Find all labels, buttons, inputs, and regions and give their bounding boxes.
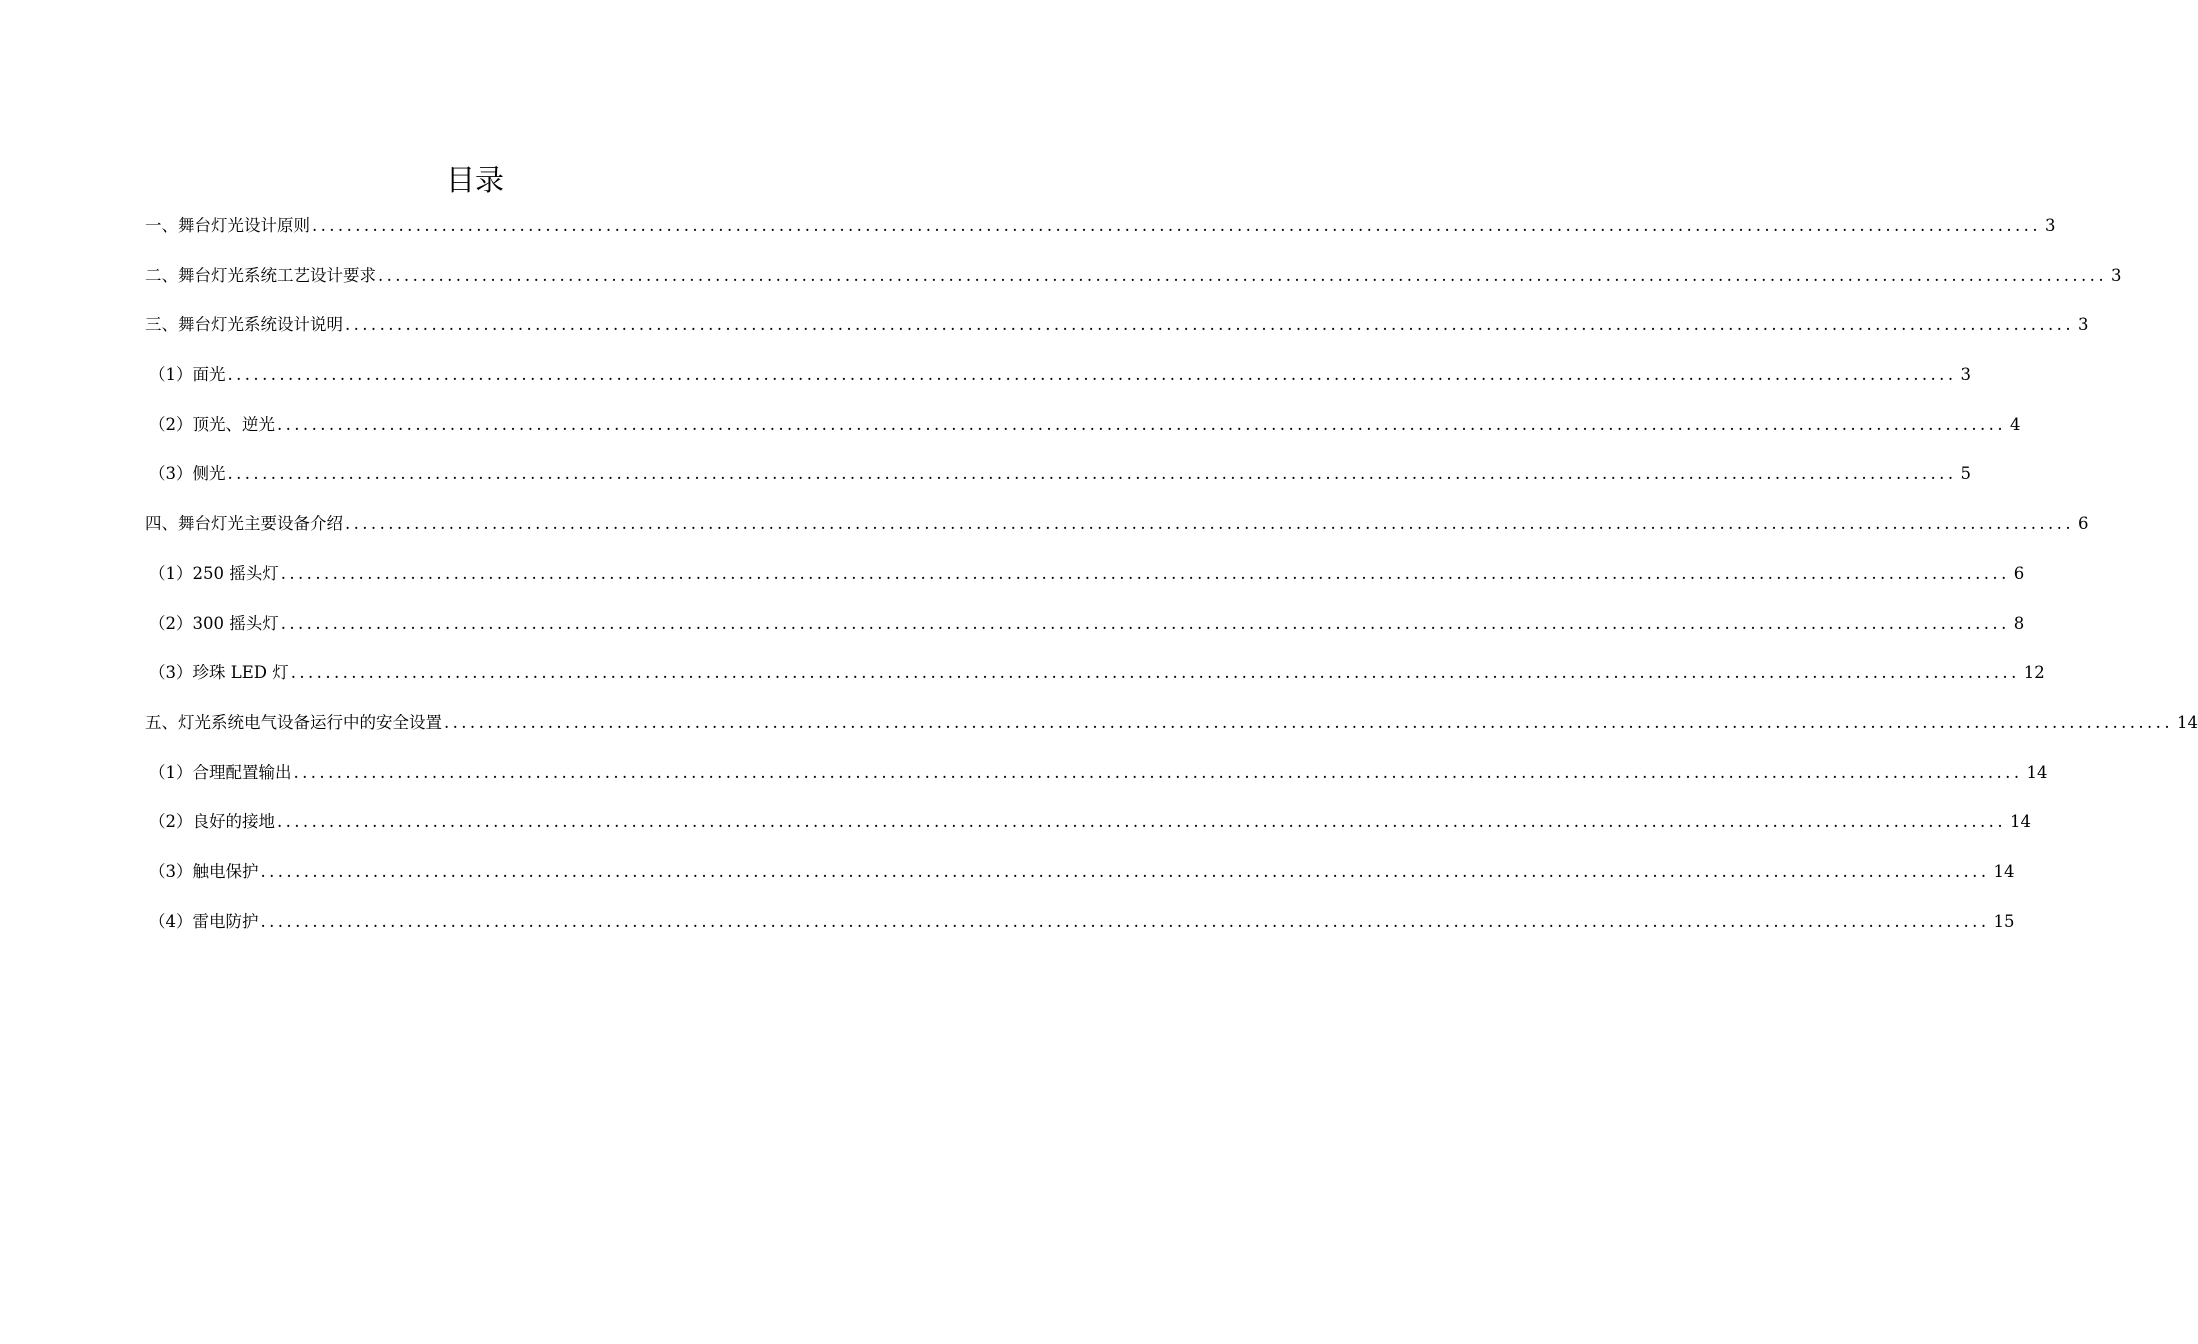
toc-entry-page: 8 bbox=[2013, 613, 2025, 633]
toc-entry-text: 珍珠 LED 灯 bbox=[192, 663, 289, 683]
toc-entry-text: 触电保护 bbox=[192, 861, 259, 881]
toc-entry[interactable] bbox=[145, 306, 2089, 356]
toc-entry[interactable] bbox=[145, 654, 2045, 704]
toc-entry[interactable] bbox=[145, 853, 2015, 903]
toc-entry[interactable] bbox=[145, 704, 2198, 754]
toc-entry-page: 3 bbox=[2110, 265, 2122, 285]
toc-entry-number: 二、 bbox=[145, 265, 178, 285]
toc-leader-dots: ........................................................................................................................................................................................................ bbox=[378, 265, 2107, 285]
toc-entry-page: 3 bbox=[1960, 365, 1971, 385]
toc-entry-page: 14 bbox=[2009, 812, 2031, 832]
toc-entry-number: （1） bbox=[149, 563, 193, 583]
toc-leader-dots: ........................................................................................................................................................................................................ bbox=[345, 514, 2074, 534]
toc-title: 目录 bbox=[445, 163, 504, 197]
toc-entry-page: 15 bbox=[1993, 911, 2015, 931]
toc-entry-text: 灯光系统电气设备运行中的安全设置 bbox=[178, 712, 442, 732]
toc-entry-text: 舞台灯光系统设计说明 bbox=[178, 315, 343, 335]
toc-leader-dots: ........................................................................................................................................................................................................ bbox=[293, 762, 2023, 782]
toc-entry-number: （2） bbox=[149, 613, 193, 633]
toc-entry-page: 14 bbox=[1993, 861, 2015, 881]
toc-entry[interactable] bbox=[145, 356, 1971, 406]
toc-entry[interactable] bbox=[145, 406, 2021, 456]
toc-entry-text: 良好的接地 bbox=[192, 812, 275, 832]
toc-leader-dots: ........................................................................................................................................................................................................ bbox=[227, 464, 1957, 484]
toc-entry-text: 雷电防护 bbox=[192, 911, 259, 931]
toc-entry-page: 3 bbox=[2044, 216, 2056, 235]
toc-entry-page: 14 bbox=[2026, 762, 2048, 782]
toc-entry[interactable] bbox=[145, 605, 2025, 655]
toc-entry-text: 250 摇头灯 bbox=[192, 563, 279, 583]
toc-entry-number: （3） bbox=[149, 663, 193, 683]
toc-entry-text: 侧光 bbox=[192, 464, 226, 484]
toc-entry-number: 四、 bbox=[145, 514, 178, 534]
toc-entry-number: （1） bbox=[149, 365, 193, 385]
toc-leader-dots: ........................................................................................................................................................................................................ bbox=[290, 663, 2020, 683]
toc-entry-number: 一、 bbox=[145, 216, 178, 235]
toc-entry[interactable] bbox=[145, 754, 2048, 804]
toc-leader-dots: ........................................................................................................................................................................................................ bbox=[345, 315, 2074, 335]
toc-entry-text: 合理配置输出 bbox=[192, 762, 292, 782]
toc-entry-page: 6 bbox=[2013, 563, 2025, 583]
toc-entry-page: 12 bbox=[2023, 663, 2045, 683]
toc-entry-text: 舞台灯光主要设备介绍 bbox=[178, 514, 343, 534]
toc-entry-text: 舞台灯光系统工艺设计要求 bbox=[178, 265, 376, 285]
toc-entry-number: （2） bbox=[149, 812, 193, 832]
toc-leader-dots: ........................................................................................................................................................................................................ bbox=[260, 861, 1990, 881]
toc-entry-number: 五、 bbox=[145, 712, 178, 732]
toc-entry-number: （4） bbox=[149, 911, 193, 931]
toc-entry-number: （3） bbox=[149, 464, 193, 484]
toc-entry[interactable] bbox=[145, 257, 2122, 307]
toc-entry-text: 面光 bbox=[192, 365, 226, 385]
table-of-contents bbox=[145, 207, 2198, 952]
toc-leader-dots: ........................................................................................................................................................................................................ bbox=[280, 563, 2010, 583]
toc-entry[interactable] bbox=[145, 455, 1971, 505]
toc-entry[interactable] bbox=[145, 803, 2031, 853]
toc-entry-number: （1） bbox=[149, 762, 193, 782]
toc-entry-text: 顶光、逆光 bbox=[192, 414, 275, 434]
toc-entry-page: 3 bbox=[2077, 315, 2089, 335]
toc-entry[interactable] bbox=[145, 505, 2089, 555]
toc-leader-dots: ........................................................................................................................................................................................................ bbox=[277, 812, 2006, 832]
toc-entry-text: 舞台灯光设计原则 bbox=[178, 216, 310, 235]
toc-leader-dots: ........................................................................................................................................................................................................ bbox=[444, 712, 2173, 732]
toc-entry-number: 三、 bbox=[145, 315, 178, 335]
toc-leader-dots: ........................................................................................................................................................................................................ bbox=[312, 216, 2041, 235]
toc-entry[interactable] bbox=[145, 207, 2056, 257]
toc-entry-page: 4 bbox=[2009, 414, 2021, 434]
toc-entry-page: 5 bbox=[1960, 464, 1971, 484]
toc-leader-dots: ........................................................................................................................................................................................................ bbox=[227, 365, 1957, 385]
toc-entry-page: 6 bbox=[2077, 514, 2089, 534]
toc-entry[interactable] bbox=[145, 555, 2025, 605]
toc-leader-dots: ........................................................................................................................................................................................................ bbox=[260, 911, 1990, 931]
toc-entry-page: 14 bbox=[2176, 712, 2198, 732]
toc-entry-text: 300 摇头灯 bbox=[192, 613, 279, 633]
toc-entry-number: （2） bbox=[149, 414, 193, 434]
toc-leader-dots: ........................................................................................................................................................................................................ bbox=[280, 613, 2010, 633]
toc-entry[interactable] bbox=[145, 903, 2015, 953]
toc-entry-number: （3） bbox=[149, 861, 193, 881]
toc-leader-dots: ........................................................................................................................................................................................................ bbox=[277, 414, 2006, 434]
